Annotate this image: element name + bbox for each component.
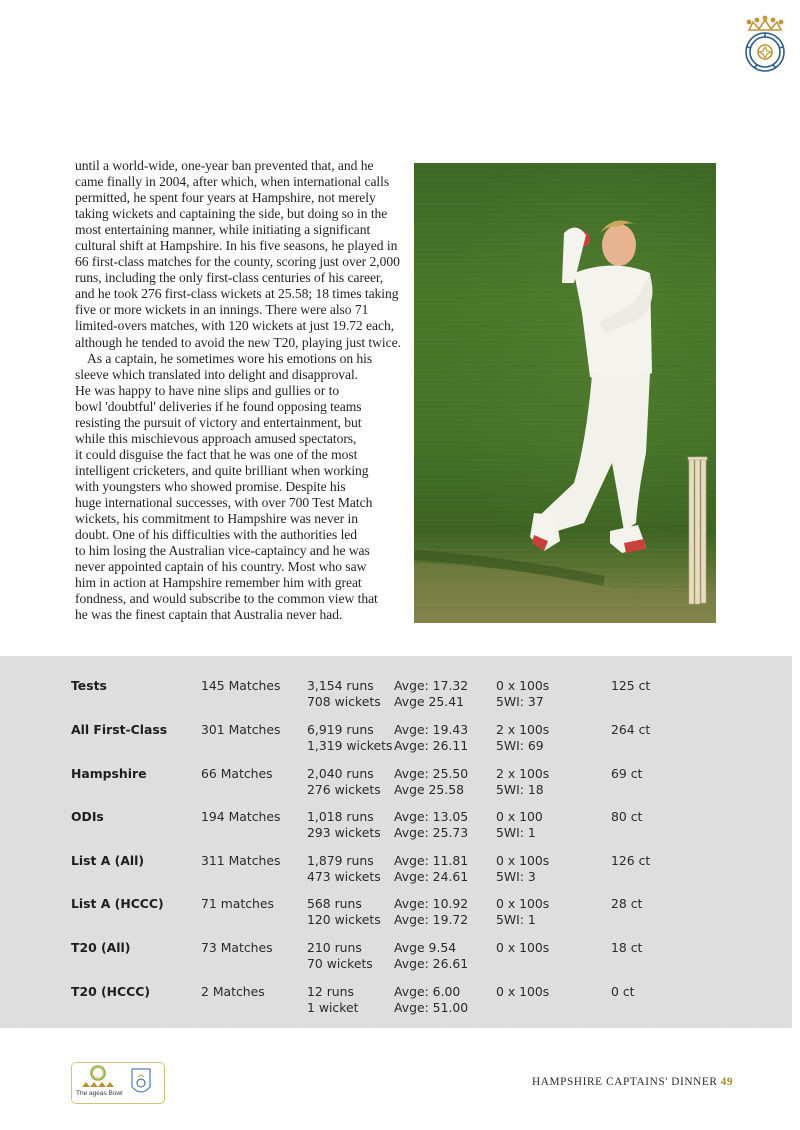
averages: Avge: 19.43 Avge: 26.11 (394, 722, 469, 753)
stats-row-odis (0, 809, 792, 849)
format-label: List A (HCCC) (71, 896, 164, 911)
averages: Avge: 13.05 Avge: 25.73 (394, 809, 469, 840)
runs-wickets: 12 runs 1 wicket (307, 984, 359, 1015)
averages: Avge 9.54 Avge: 26.61 (394, 940, 469, 971)
article-line: and he took 276 first-class wickets at 25.58; 18 times taking (75, 286, 399, 302)
article-line: taking wickets and captaining the side, but doing so in the (75, 206, 388, 222)
article-line: limited-overs matches, with 120 wickets at just 19.72 each, (75, 318, 395, 334)
hundreds-five-wi: 0 x 100s 5WI: 1 (496, 896, 550, 927)
stats-row-t20-hccc (0, 984, 792, 1024)
matches-value: 301 Matches (201, 722, 281, 737)
hundreds-five-wi: 0 x 100s 5WI: 37 (496, 678, 550, 709)
article-line: until a world-wide, one-year ban prevented that, and he (75, 158, 374, 173)
catches-value: 264 ct (611, 722, 651, 737)
stats-row-list-a-all (0, 853, 792, 893)
article-line: came finally in 2004, after which, when international calls (75, 174, 390, 190)
cricketer-bowling-photo (414, 163, 716, 623)
averages: Avge: 11.81 Avge: 24.61 (394, 853, 469, 884)
format-label: Tests (71, 678, 107, 693)
runs-wickets: 6,919 runs 1,319 wickets (307, 722, 393, 753)
sponsor-caption: The ageas Bowl (76, 1090, 123, 1097)
catches-value: 28 ct (611, 896, 643, 911)
catches-value: 18 ct (611, 940, 643, 955)
runs-wickets: 1,879 runs 473 wickets (307, 853, 381, 884)
article-line: resisting the pursuit of victory and entertainment, but (75, 414, 362, 430)
article-line: sleeve which translated into delight and disapproval. (75, 366, 359, 382)
article-line: huge international successes, with over 700 Test Match (75, 494, 373, 510)
runs-wickets: 3,154 runs 708 wickets (307, 678, 381, 709)
averages: Avge: 25.50 Avge 25.58 (394, 766, 469, 797)
article-body (75, 158, 410, 623)
article-line: runs, including the only first-class centuries of his career, (75, 270, 384, 286)
article-line: with youngsters who showed promise. Despite his (75, 478, 346, 494)
format-label: ODIs (71, 809, 104, 824)
stats-row-tests (0, 678, 792, 718)
hampshire-crest-icon (735, 10, 795, 76)
sponsor-logo (71, 1062, 165, 1104)
runs-wickets: 210 runs 70 wickets (307, 940, 373, 971)
stats-row-list-a-hccc (0, 896, 792, 936)
matches-value: 2 Matches (201, 984, 265, 999)
matches-value: 73 Matches (201, 940, 273, 955)
article-line: permitted, he spent four years at Hampshire, not merely (75, 190, 376, 206)
runs-wickets: 568 runs 120 wickets (307, 896, 381, 927)
catches-value: 125 ct (611, 678, 651, 693)
hundreds-five-wi: 2 x 100s 5WI: 69 (496, 722, 550, 753)
matches-value: 194 Matches (201, 809, 281, 824)
rose-icon (746, 33, 784, 71)
hundreds-five-wi: 0 x 100 5WI: 1 (496, 809, 543, 840)
matches-value: 71 matches (201, 896, 274, 911)
format-label: List A (All) (71, 853, 145, 868)
catches-value: 126 ct (611, 853, 651, 868)
page-number: 49 (720, 1076, 734, 1088)
article-line: As a captain, he sometimes wore his emotions on his (87, 350, 373, 366)
article-line: wickets, his commitment to Hampshire was never in (75, 511, 358, 527)
publication-title: HAMPSHIRE CAPTAINS' DINNER (532, 1076, 718, 1088)
article-line: cultural shift at Hampshire. In his five seasons, he played in (75, 238, 398, 254)
catches-value: 0 ct (611, 984, 635, 999)
stats-row-t20-all (0, 940, 792, 980)
averages: Avge: 6.00 Avge: 51.00 (394, 984, 469, 1015)
stats-row-all-first-class (0, 722, 792, 762)
format-label: All First-Class (71, 722, 168, 737)
matches-value: 311 Matches (201, 853, 281, 868)
runs-wickets: 2,040 runs 276 wickets (307, 766, 381, 797)
catches-value: 80 ct (611, 809, 643, 824)
hundreds-five-wi: 2 x 100s 5WI: 18 (496, 766, 550, 797)
article-line: never appointed captain of his country. Most who saw (75, 559, 367, 575)
article-line: 66 first-class matches for the county, scoring just over 2,000 (75, 254, 400, 270)
article-line: fondness, and would subscribe to the common view that (75, 591, 378, 607)
ageas-ring-icon (91, 1066, 105, 1080)
format-label: T20 (HCCC) (71, 984, 150, 999)
averages: Avge: 10.92 Avge: 19.72 (394, 896, 469, 927)
catches-value: 69 ct (611, 766, 643, 781)
stats-row-hampshire (0, 766, 792, 806)
runs-wickets: 1,018 runs 293 wickets (307, 809, 381, 840)
article-line: him in action at Hampshire remember him with great (75, 575, 362, 591)
article-line: most entertaining manner, while initiating a significant (75, 222, 371, 238)
hampshire-badge-icon (132, 1069, 150, 1092)
article-line: to him losing the Australian vice-captaincy and he was (75, 543, 370, 559)
hundreds-five-wi: 0 x 100s (496, 984, 550, 999)
page-footer (532, 1076, 733, 1088)
career-stats-table (0, 656, 792, 1028)
article-line: he was the finest captain that Australia never had. (75, 607, 343, 623)
matches-value: 145 Matches (201, 678, 281, 693)
article-line: He was happy to have nine slips and gullies or to (75, 382, 340, 398)
crown-icon (747, 16, 782, 30)
article-line: five or more wickets in an innings. There were also 71 (75, 302, 369, 318)
article-line: intelligent cricketers, and quite brilliant when working (75, 462, 369, 478)
player-figure (530, 221, 652, 554)
article-line: bowl 'doubtful' deliveries if he found opposing teams (75, 398, 362, 414)
hundreds-five-wi: 0 x 100s (496, 940, 550, 955)
matches-value: 66 Matches (201, 766, 273, 781)
stumps (688, 457, 707, 604)
article-line: while this mischievous approach amused spectators, (75, 430, 357, 446)
hundreds-five-wi: 0 x 100s 5WI: 3 (496, 853, 550, 884)
averages: Avge: 17.32 Avge 25.41 (394, 678, 469, 709)
format-label: Hampshire (71, 766, 147, 781)
article-line: doubt. One of his difficulties with the authorities led (75, 527, 358, 543)
format-label: T20 (All) (71, 940, 131, 955)
article-line: although he tended to avoid the new T20, playing just twice. (75, 334, 401, 350)
article-line: it could disguise the fact that he was one of the most (75, 446, 358, 462)
